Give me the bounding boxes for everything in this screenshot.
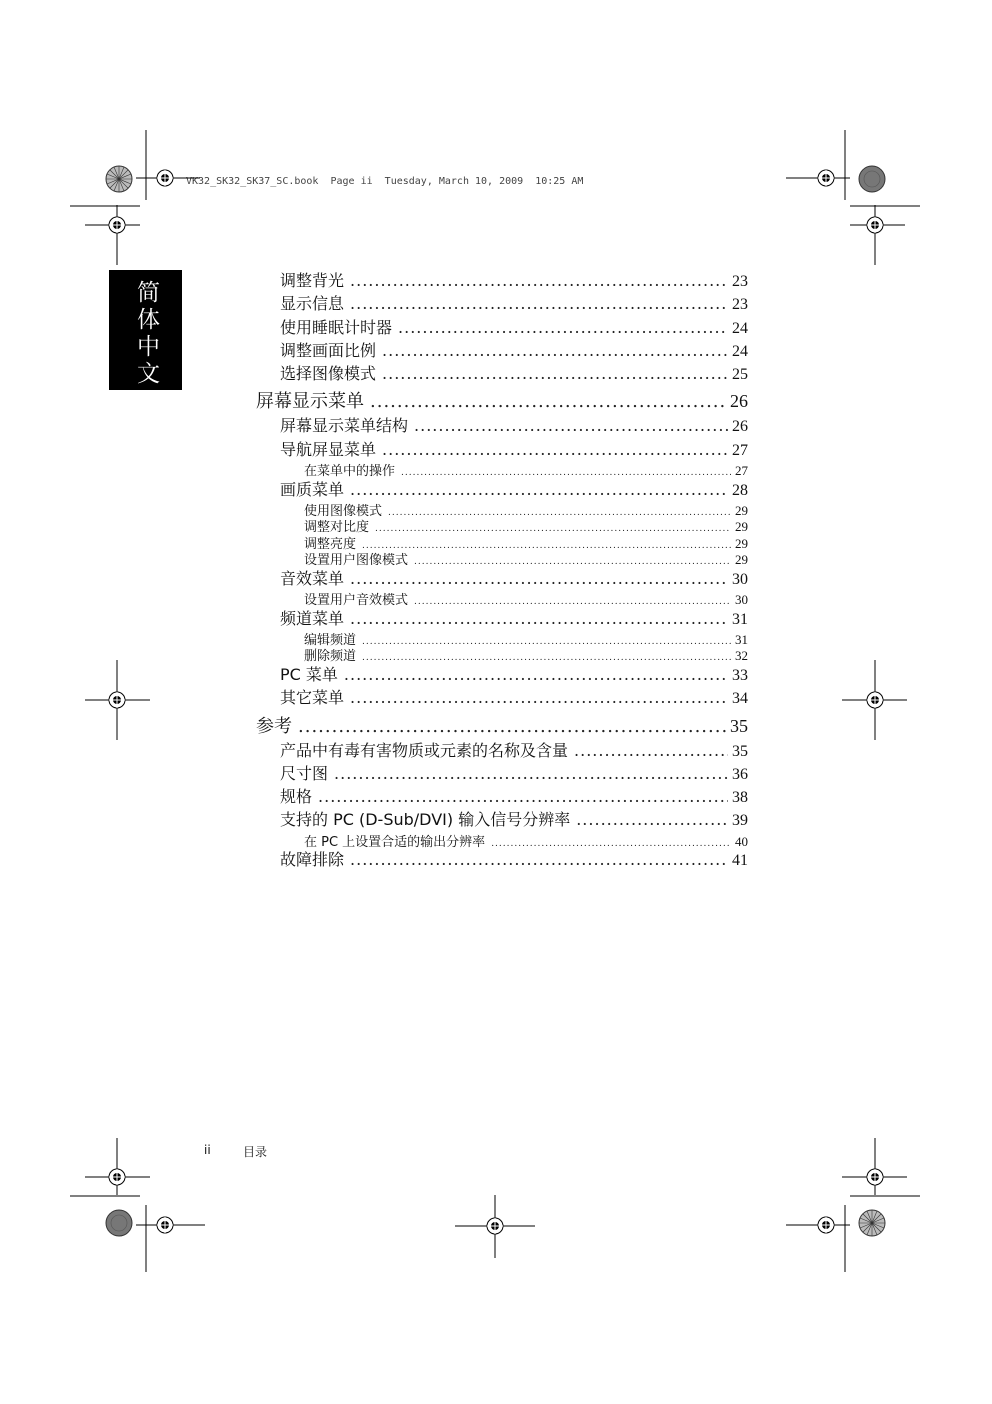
- dot-leader: [350, 569, 728, 588]
- toc-entry-page: 27: [732, 441, 748, 459]
- toc-entry[interactable]: [256, 606, 748, 629]
- toc-entry-title: 规格: [280, 787, 313, 807]
- toc-entry-page: 29: [735, 535, 748, 551]
- toc-entry[interactable]: [256, 645, 748, 665]
- toc-entry-title: 产品中有毒有害物质或元素的名称及含量: [280, 740, 569, 760]
- toc-entry-title: 其它菜单: [280, 688, 345, 708]
- toc-entry-title: 调整亮度: [304, 536, 357, 552]
- toc-entry-title: 调整背光: [280, 271, 345, 290]
- toc-entry[interactable]: [256, 460, 748, 480]
- dot-leader: [382, 341, 728, 360]
- toc-entry[interactable]: [256, 589, 748, 609]
- toc-entry-title: 屏幕显示菜单结构: [280, 416, 409, 436]
- toc-entry-title: 使用睡眠计时器: [280, 317, 393, 337]
- toc-entry-title: 使用图像模式: [304, 503, 383, 519]
- toc-entry-title: 设置用户图像模式: [304, 553, 409, 569]
- dot-leader: [350, 271, 728, 290]
- toc-entry[interactable]: [256, 516, 748, 536]
- dot-leader: [318, 787, 728, 806]
- toc-entry-title: 调整画面比例: [280, 340, 377, 360]
- toc-entry-page: 41: [732, 852, 748, 870]
- toc-entry-title: 导航屏显菜单: [280, 439, 377, 459]
- footer-section-title: 目录: [243, 1145, 268, 1159]
- dot-leader: [382, 440, 728, 459]
- dot-leader: [576, 810, 728, 829]
- toc-entry-title: 支持的 PC (D-Sub/DVI) 输入信号分辨率: [280, 810, 571, 830]
- toc-entry[interactable]: [256, 761, 748, 784]
- language-tab-label: 简体中文: [133, 280, 159, 388]
- toc-entry-page: 26: [730, 391, 748, 412]
- toc-entry-page: 27: [735, 463, 748, 479]
- toc-entry[interactable]: [256, 361, 748, 384]
- toc-entry[interactable]: [256, 477, 748, 500]
- toc-entry-page: 34: [732, 690, 748, 708]
- toc-entry[interactable]: [256, 712, 748, 738]
- toc-entry-page: 35: [730, 715, 748, 736]
- toc-entry-title: 屏幕显示菜单: [256, 391, 364, 413]
- dot-leader: [334, 764, 728, 783]
- toc-entry-page: 28: [732, 481, 748, 499]
- toc-entry[interactable]: [256, 268, 748, 291]
- footer-page-number: ii: [204, 1143, 211, 1157]
- toc-entry-page: 33: [732, 666, 748, 684]
- toc-entry-title: 画质菜单: [280, 479, 345, 499]
- toc-entry[interactable]: [256, 315, 748, 338]
- toc-entry-page: 24: [732, 342, 748, 360]
- toc-entry[interactable]: [256, 629, 748, 646]
- toc-entry-title: 在 PC 上设置合适的输出分辨率: [304, 834, 486, 850]
- toc-entry-page: 29: [735, 519, 748, 535]
- toc-entry[interactable]: [256, 338, 748, 361]
- dot-leader: [382, 364, 728, 383]
- toc-entry[interactable]: [256, 784, 748, 807]
- toc-entry[interactable]: [256, 549, 748, 569]
- toc-entry-title: 在菜单中的操作: [304, 464, 396, 480]
- dot-leader: [298, 716, 726, 737]
- toc-entry-title: 参考: [256, 715, 292, 737]
- toc-entry-title: 选择图像模式: [280, 364, 377, 384]
- toc-entry-page: 36: [732, 765, 748, 783]
- toc-entry-page: 31: [735, 631, 748, 647]
- toc-entry-title: 尺寸图: [280, 763, 329, 783]
- toc-entry-page: 24: [732, 319, 748, 337]
- toc-entry-page: 29: [735, 552, 748, 568]
- toc-entry-page: 25: [732, 366, 748, 384]
- toc-entry-page: 23: [732, 273, 748, 290]
- toc-entry-title: 调整对比度: [304, 520, 370, 536]
- toc-entry[interactable]: [256, 500, 748, 517]
- language-tab: [109, 270, 182, 390]
- dot-leader: [350, 294, 728, 313]
- toc-entry[interactable]: [256, 847, 748, 870]
- toc-entry-page: 40: [735, 833, 748, 849]
- toc-entry[interactable]: [256, 738, 748, 761]
- toc-entry[interactable]: [256, 662, 748, 685]
- toc-entry[interactable]: [256, 387, 748, 413]
- table-of-contents: [256, 268, 748, 871]
- toc-entry-title: 编辑频道: [304, 632, 357, 648]
- toc-entry[interactable]: [256, 291, 748, 314]
- toc-entry-page: 30: [735, 592, 748, 608]
- toc-entry-page: 39: [732, 812, 748, 830]
- toc-entry[interactable]: [256, 533, 748, 550]
- toc-entry-title: PC 菜单: [280, 664, 338, 684]
- dot-leader: [344, 665, 728, 684]
- toc-entry[interactable]: [256, 437, 748, 460]
- dot-leader: [574, 741, 728, 760]
- dot-leader: [414, 416, 728, 435]
- toc-entry-title: 显示信息: [280, 294, 345, 314]
- toc-entry-page: 30: [732, 570, 748, 588]
- toc-entry-page: 31: [732, 610, 748, 628]
- toc-entry-page: 29: [735, 502, 748, 518]
- dot-leader: [398, 318, 728, 337]
- toc-entry-page: 32: [735, 648, 748, 664]
- dot-leader: [350, 609, 728, 628]
- toc-entry-title: 删除频道: [304, 649, 357, 665]
- toc-entry[interactable]: [256, 566, 748, 589]
- toc-entry-title: 音效菜单: [280, 568, 345, 588]
- toc-entry[interactable]: [256, 807, 748, 830]
- toc-entry-page: 23: [732, 296, 748, 314]
- dot-leader: [350, 480, 728, 499]
- toc-entry-title: 频道菜单: [280, 608, 345, 628]
- print-slug: VK32_SK32_SK37_SC.book Page ii Tuesday, March 10, 2009 10:25 AM: [186, 176, 584, 187]
- dot-leader: [350, 850, 728, 869]
- toc-entry-page: 26: [732, 418, 748, 436]
- toc-entry-title: 故障排除: [280, 850, 345, 870]
- toc-entry-title: 设置用户音效模式: [304, 593, 409, 609]
- toc-entry[interactable]: [256, 685, 748, 708]
- toc-entry[interactable]: [256, 831, 748, 848]
- toc-entry[interactable]: [256, 413, 748, 436]
- dot-leader: [350, 688, 728, 707]
- dot-leader: [370, 391, 726, 412]
- toc-entry-page: 38: [732, 789, 748, 807]
- toc-entry-page: 35: [732, 742, 748, 760]
